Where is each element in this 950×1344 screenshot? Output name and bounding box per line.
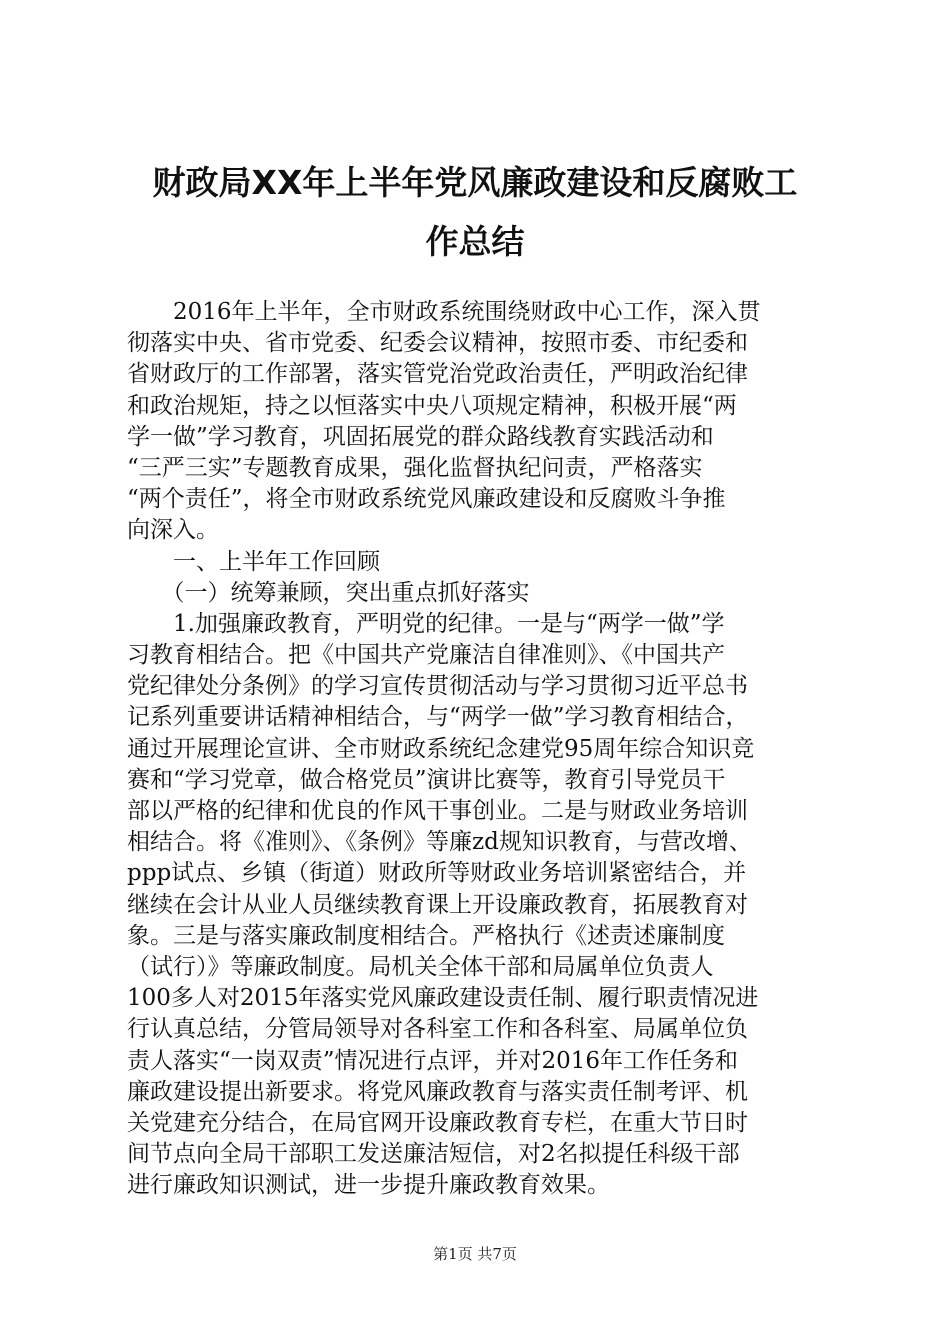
- body-line: 通过开展理论宣讲、全市财政系统纪念建党95周年综合知识竞: [127, 735, 755, 762]
- body-line: 2016年上半年，全市财政系统围绕财政中心工作，深入贯: [127, 299, 761, 325]
- body-line: 省财政厅的工作部署，落实管党治党政治责任，严明政治纪律: [127, 361, 748, 388]
- body-line: 廉政建设提出新要求。将党风廉政教育与落实责任制考评、机: [127, 1078, 748, 1105]
- body-line: 间节点向全局干部职工发送廉洁短信，对2名拟提任科级干部: [127, 1141, 740, 1168]
- body-line: 部以严格的纪律和优良的作风干事创业。二是与财政业务培训: [127, 798, 748, 824]
- body-line: 行认真总结，分管局领导对各科室工作和各科室、局属单位负: [127, 1016, 748, 1043]
- body-line: 100多人对2015年落实党风廉政建设责任制、履行职责情况进: [127, 985, 759, 1012]
- body-line: ppp试点、乡镇（街道）财政所等财政业务培训紧密结合，并: [127, 860, 747, 887]
- body-line: 和政治规矩，持之以恒落实中央八项规定精神，积极开展“两: [127, 392, 737, 419]
- body-line: 习教育相结合。把《中国共产党廉洁自律准则》、《中国共产: [127, 642, 725, 669]
- page-indicator: 第1页 共7页: [433, 1245, 517, 1263]
- body-line: 赛和“学习党章，做合格党员”演讲比赛等，教育引导党员干: [127, 766, 726, 793]
- body-line: 继续在会计从业人员继续教育课上开设廉政教育，拓展教育对: [127, 891, 748, 918]
- body-line: 相结合。将《准则》、《条例》等廉zd规知识教育，与营改增、: [127, 829, 752, 856]
- body-line: 关党建充分结合，在局官网开设廉政教育专栏，在重大节日时: [127, 1109, 748, 1136]
- document-title-line-1: 财政局XX年上半年党风廉政建设和反腐败工: [152, 163, 798, 202]
- body-line: 向深入。: [127, 517, 219, 544]
- body-line: 责人落实“一岗双责”情况进行点评，并对2016年工作任务和: [127, 1047, 739, 1074]
- document-title-line-2: 作总结: [425, 222, 525, 261]
- body-line: 一、上半年工作回顾: [127, 548, 380, 575]
- body-line: （试行）》等廉政制度。局机关全体干部和局属单位负责人: [127, 953, 714, 980]
- body-line: 象。三是与落实廉政制度相结合。严格执行《述责述廉制度: [127, 922, 725, 949]
- body-line: 党纪律处分条例》的学习宣传贯彻活动与学习贯彻习近平总书: [127, 673, 748, 700]
- body-line: 记系列重要讲话精神相结合，与“两学一做”学习教育相结合，: [127, 704, 749, 731]
- body-line: 1.加强廉政教育，严明党的纪律。一是与“两学一做”学: [127, 610, 725, 637]
- body-line: （一）统筹兼顾，突出重点抓好落实: [127, 579, 530, 606]
- body-line: 进行廉政知识测试，进一步提升廉政教育效果。: [127, 1172, 610, 1199]
- body-line: 彻落实中央、省市党委、纪委会议精神，按照市委、市纪委和: [127, 330, 748, 357]
- body-line: “三严三实”专题教育成果，强化监督执纪问责，严格落实: [127, 454, 703, 481]
- body-line: 学一做”学习教育，巩固拓展党的群众路线教育实践活动和: [127, 423, 714, 450]
- document-body: [127, 297, 827, 1201]
- body-line: “两个责任”，将全市财政系统党风廉政建设和反腐败斗争推: [127, 486, 726, 513]
